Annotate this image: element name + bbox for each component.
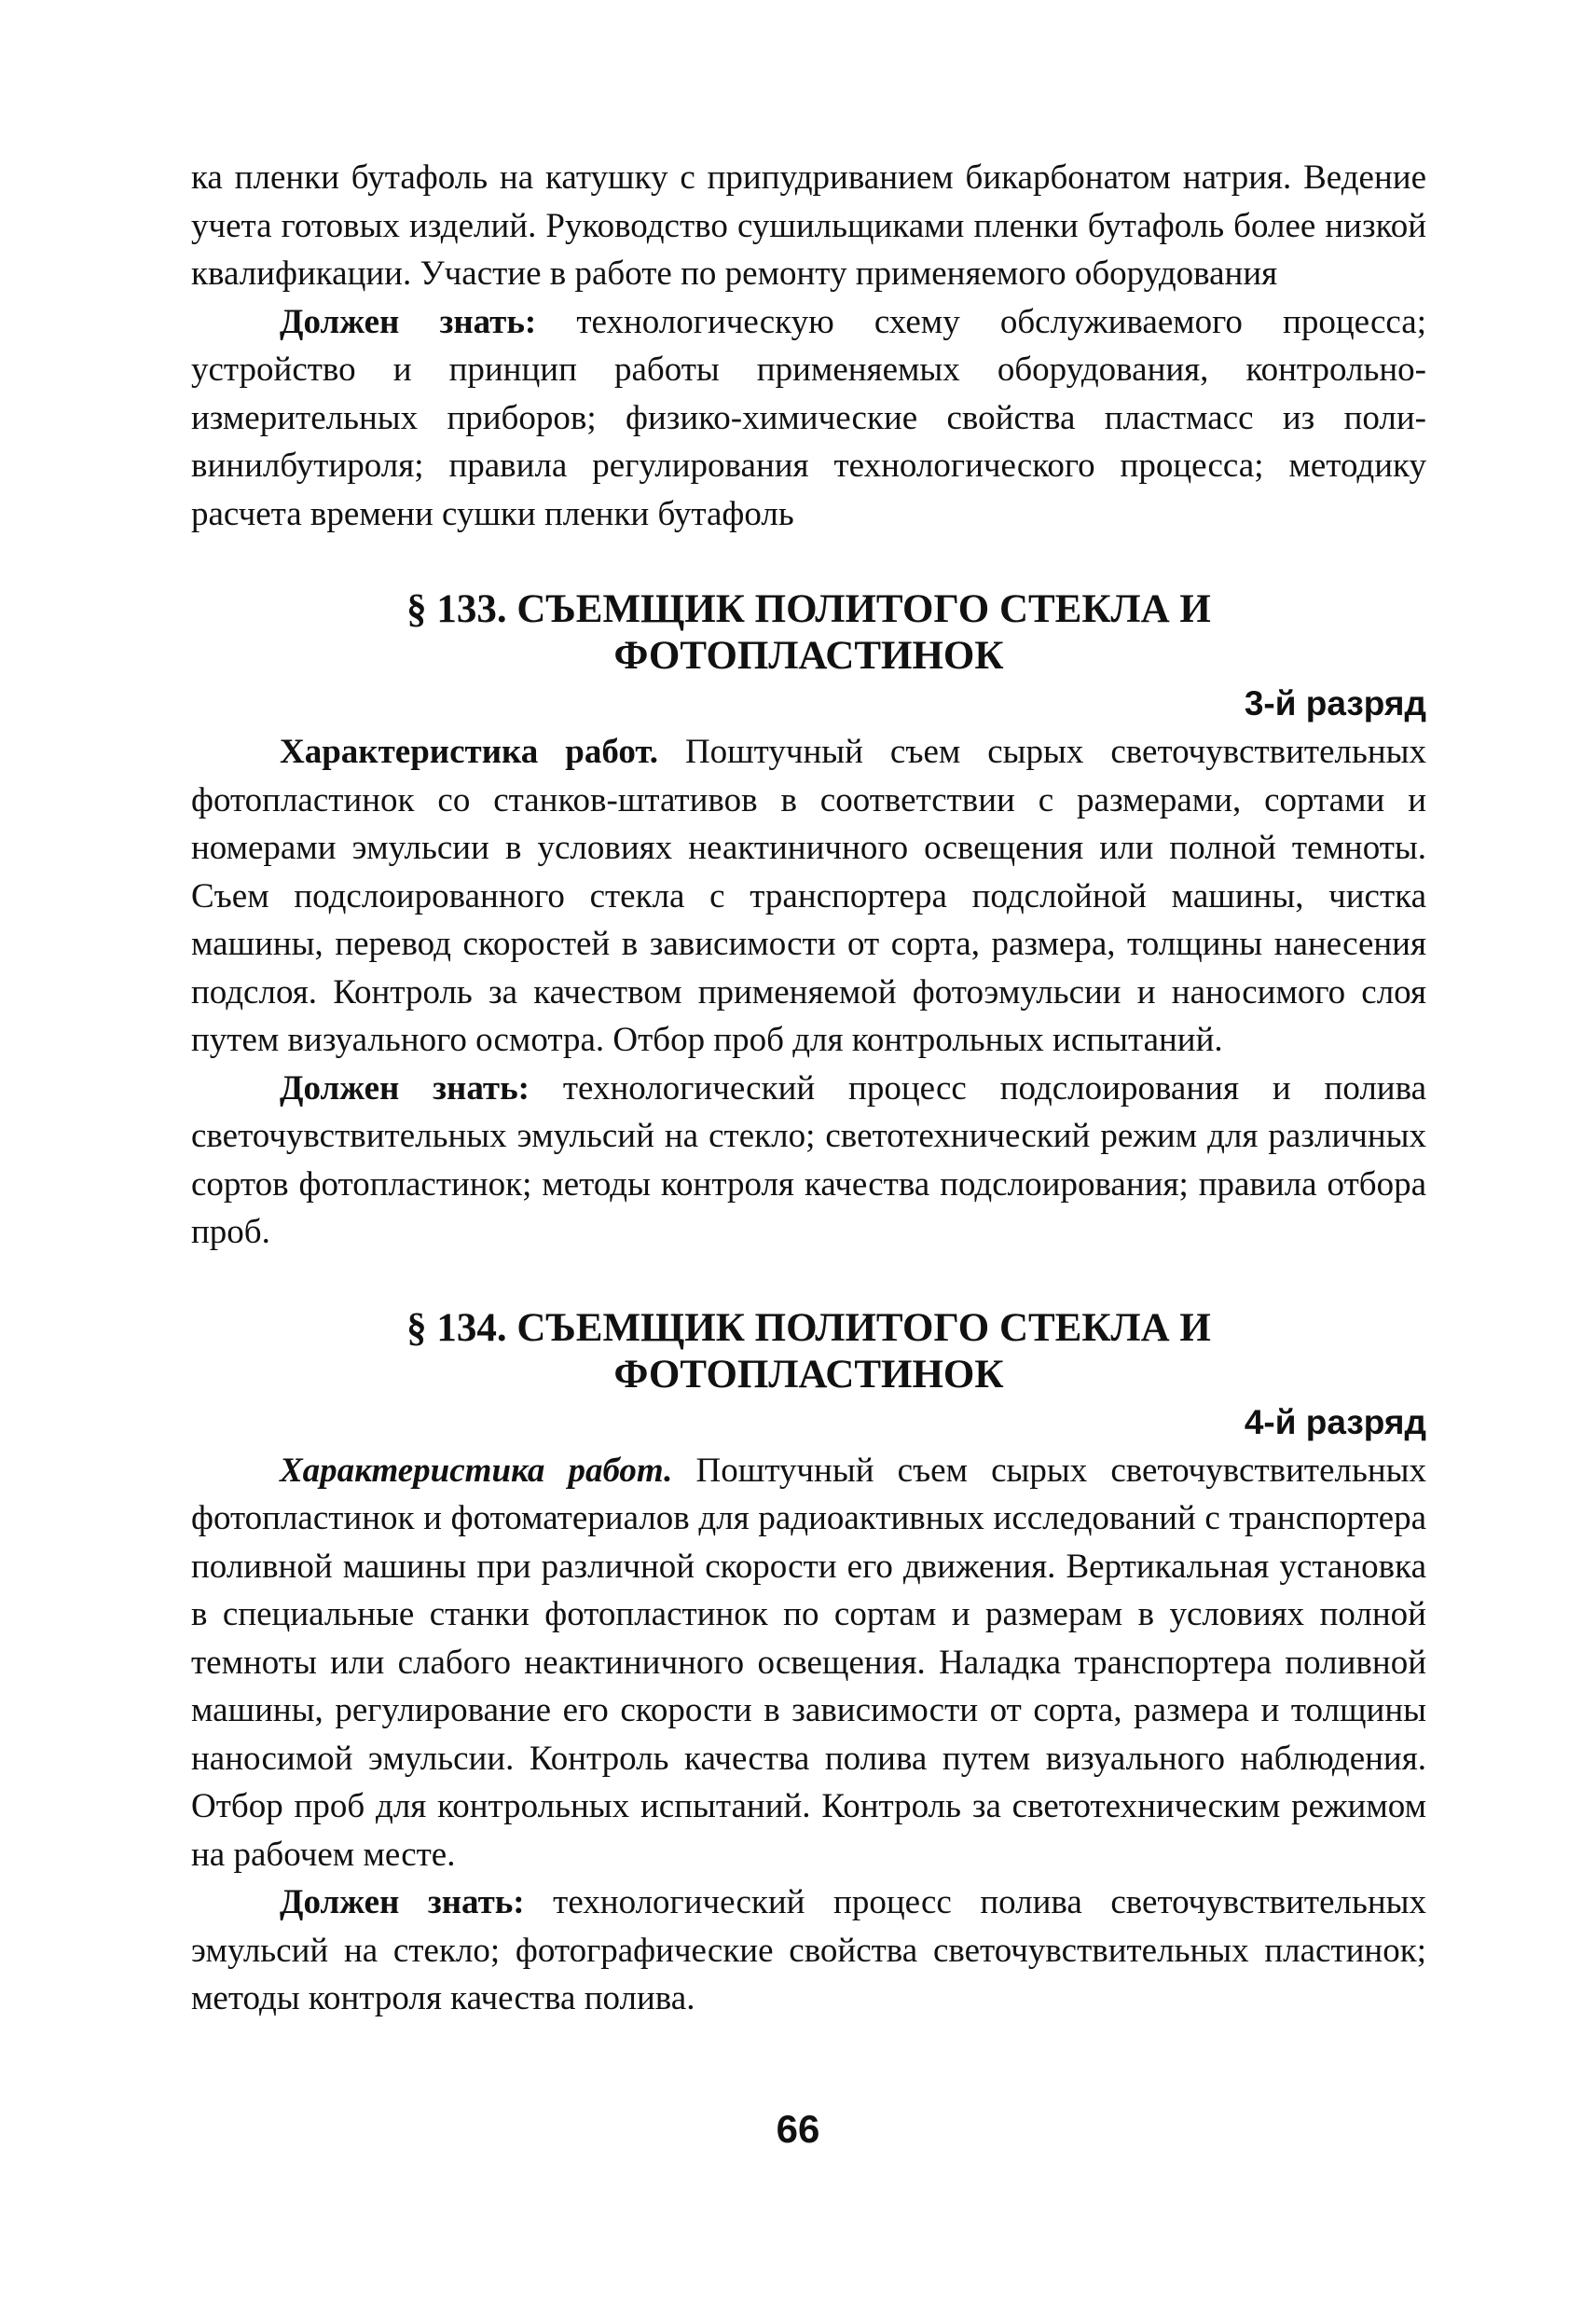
characteristics-text: Поштучный съем сырых светочувствительных фотопластинок со станков-штативов в соответствии с размерами, сортами и номерами эмульсии в условиях неактиничного освещения или полной темноты. Съем подслоированного стекла с транспортера подслойной машины, чистка машины, перевод скоростей в зависимости от сорта, размера, толщины нанесения подслоя. Контроль за качеством применяемой фотоэмульсии и наносимого слоя путем визуального осмотра. Отбор проб для контрольных испытаний.: [191, 733, 1426, 1059]
must-know-label: Должен знать:: [280, 1883, 525, 1921]
intro-must-know: [191, 298, 1426, 539]
characteristics-label: Характеристика работ.: [280, 1451, 673, 1490]
section-title: [191, 1305, 1426, 1398]
page-number: 66: [776, 2107, 820, 2151]
characteristics-label: Характеристика работ.: [280, 733, 658, 771]
must-know-text: технологический процесс подслоирования и полива светочувствительных эмульсий на стекло; светотехнический режим для различных сортов фотопластинок; методы контроля качества подслоирования; правила отбора проб.: [191, 1068, 1427, 1251]
section-title: [191, 586, 1426, 680]
must-know: [191, 1065, 1426, 1257]
characteristics-text: Поштучный съем сырых светочувствительных фотопластинок и фотоматериалов для радиоактивных исследований с транспортера поливной машины при различной скорости его движения. Вертикальная установка в специальные станки фотопластинок по сортам и размерам в условиях полной темноты или слабого неактиничного освещения. Наладка транспортера поливной машины, регулирование его скорости в зависимости от сорта, размера и толщины наносимой эмульсии. Контроль качества полива путем визуального наблюдения. Отбор проб для контрольных испытаний. Контроль за светотехническим режимом на рабочем месте.: [191, 1451, 1426, 1874]
grade-label: 3-й разряд: [1244, 684, 1426, 722]
must-know-text: технологическую схему обслуживаемого процесса; устройство и принцип работы применяемых оборудования, контрольно-измерительных приборов; физико-химические свойства пластмасс из поливинилбутироля; правила регулирования технологического процесса; методику расчета времени сушки пленки бутафоль: [191, 302, 1427, 533]
must-know-text: технологический процесс полива светочувствительных эмульсий на стекло; фотографические свойства светочувствительных пластинок; методы контроля качества полива.: [191, 1883, 1426, 2017]
must-know: [191, 1878, 1426, 2023]
section-title-line2: ФОТОПЛАСТИНОК: [613, 634, 1004, 678]
section-133: [191, 586, 1426, 1257]
section-134: [191, 1305, 1426, 2023]
grade-label: 4-й разряд: [1244, 1402, 1426, 1441]
work-characteristics: [191, 728, 1426, 1065]
work-characteristics: [191, 1447, 1426, 1879]
must-know-label: Должен знать:: [280, 302, 537, 341]
intro-paragraph: ка пленки бутафоль на катушку с припудриванием бикарбонатом натрия. Ведение учета готовых изделий. Руководство сушильщиками пленки бутафоль более низкой квалификации. Участие в работе по ремонту применяемого оборудования: [191, 158, 1426, 293]
document-page: [191, 154, 1426, 2023]
section-title-line2: ФОТОПЛАСТИНОК: [613, 1352, 1004, 1397]
must-know-label: Должен знать:: [280, 1068, 530, 1108]
section-title-line1: § 133. СЪЕМЩИК ПОЛИТОГО СТЕКЛА И: [406, 587, 1211, 631]
section-title-line1: § 134. СЪЕМЩИК ПОЛИТОГО СТЕКЛА И: [406, 1305, 1211, 1350]
